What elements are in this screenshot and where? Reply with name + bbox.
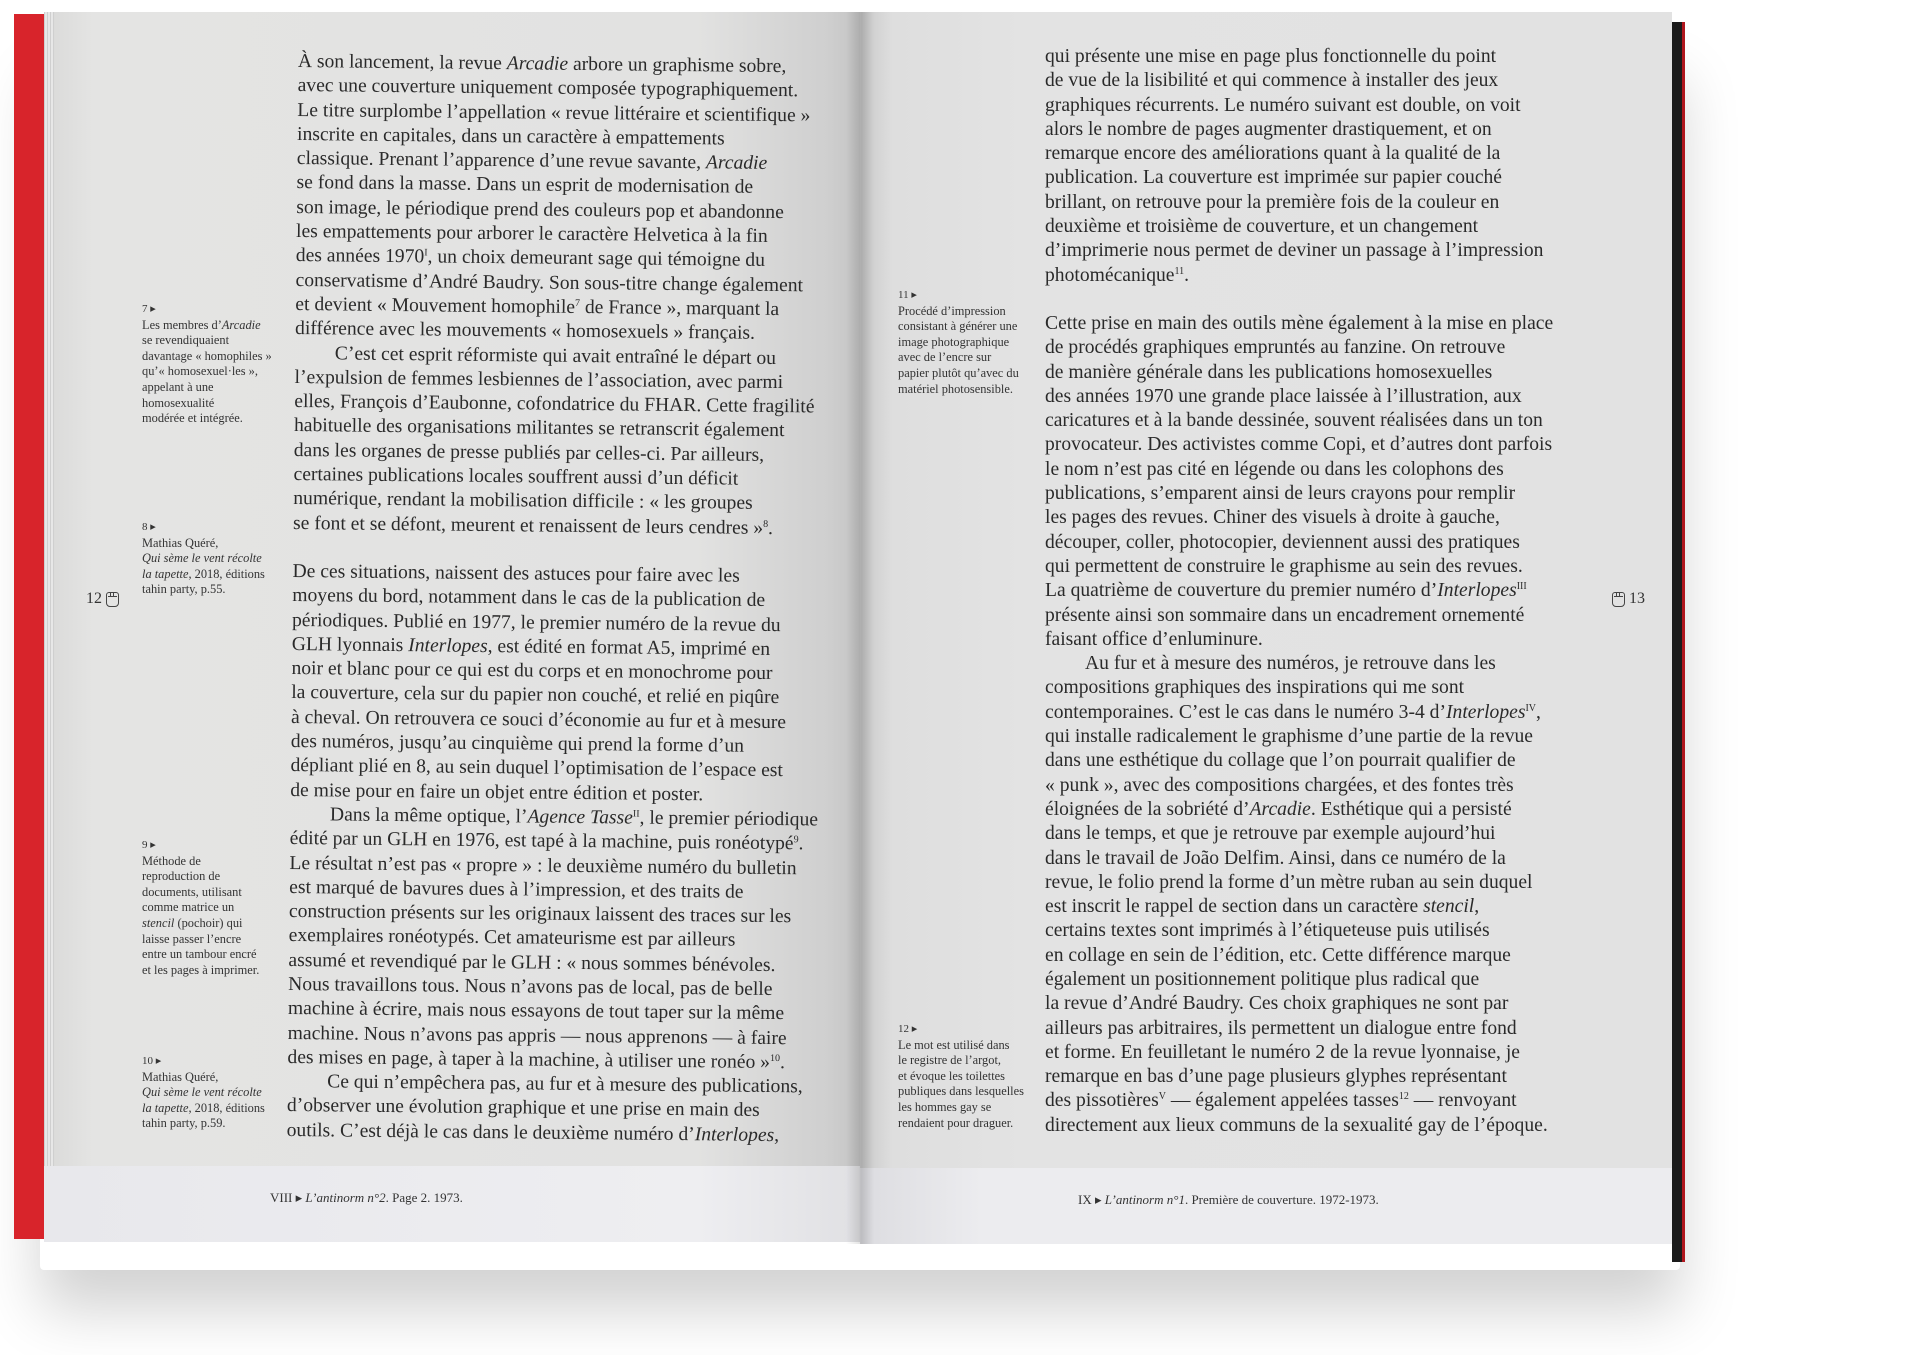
text-run: est marqué de bavures dues à l’impression, et des traits de [289,876,744,903]
text-run: Le résultat n’est pas « propre » : le deuxième numéro du bulletin [289,852,797,879]
text-line [1045,45,1553,69]
text-run: également un positionnement politique plus radical que [1045,968,1480,990]
text-run: les hommes gay se [898,1099,992,1114]
text-run: elles, François d’Eaubonne, cofondatrice du FHAR. Cette fragilité [294,391,815,418]
text-run: noir et blanc pour ce qui est du corps et en monochrome pour [291,658,773,685]
footnote-ref: 11 [1174,265,1185,277]
text-line [1045,1089,1553,1113]
text-run: . [779,1051,786,1074]
footnote-ref: 12 [1398,1091,1409,1103]
paragraph [293,342,823,542]
text-line [1045,992,1553,1016]
italic-title: Agence Tasse [527,806,634,829]
text-run: tahin party, p.59. [142,1116,226,1131]
italic-title: Qui sème le vent récolte [142,551,262,566]
note-line [142,1116,265,1132]
text-line [1045,166,1553,190]
book-fore-edge [1672,22,1685,1262]
paragraph [290,560,821,808]
text-run: son image, le périodique prend des couleurs pop et abandonne [296,196,784,223]
note-line [898,1038,1024,1054]
text-line [1045,652,1553,676]
text-run: qui installe radicalement le graphisme d’une partie de la revue [1045,726,1534,748]
text-run: des années 1970 une grande place laissée à l’illustration, aux [1045,385,1522,407]
text-line [1045,215,1553,239]
text-run: C’est cet esprit réformiste qui avait entraîné le départ ou [334,342,777,369]
right-body-text [1045,45,1553,1138]
text-run: publication. La couverture est imprimée sur papier couché [1045,167,1503,189]
text-line [1045,968,1553,992]
text-run: Ce qui n’empêchera pas, au fur et à mesure des publications, [327,1071,803,1098]
text-run: qu’« homosexuel·les », [142,364,258,379]
paragraph [1045,45,1553,288]
italic-title: Interlopes [1437,580,1517,602]
note-line [898,335,1019,351]
footnote-ref: I [424,247,428,259]
text-run: comme matrice un [142,900,235,915]
text-line [1045,774,1553,798]
text-run: des années 1970 [295,245,425,268]
note-line [898,366,1019,382]
text-line [1045,118,1553,142]
text-line [1045,94,1553,118]
margin-note-12 [898,1022,1024,1131]
text-line [1045,725,1553,749]
text-run: machine à écrire, mais nous essayons de tout taper sur la même [287,998,785,1025]
text-run: deuxième et troisième de couverture, et un changement [1045,216,1479,238]
text-run: , un choix demeurant sage qui témoigne du [427,246,766,272]
footnote-ref: IV [1525,702,1537,714]
text-run: les empattements pour arborer le caractère Helvetica à la fin [295,221,768,248]
text-run: édité par un GLH en 1976, est tapé à la machine, puis ronéotypé [289,828,794,855]
text-run: est inscrit le rappel de section dans un caractère [1045,896,1424,918]
text-line [1045,361,1553,385]
text-line [1045,239,1553,263]
text-run: des mises en page, à taper à la machine, à utiliser une ronéo » [287,1046,771,1073]
text-run: GLH lyonnais [291,633,409,657]
text-run: . Esthétique qui a persisté [1310,798,1512,820]
italic-title: Arcadie [705,152,768,175]
text-run: À son lancement, la revue [297,50,507,75]
text-run: à cheval. On retrouvera ce souci d’économie au fur et à mesure [290,706,787,733]
text-line [1045,482,1553,506]
italic-title: Arcadie [506,53,569,75]
note-line [142,1070,265,1086]
text-run: . [767,517,774,539]
text-run: laisse passer l’encre [142,931,242,946]
footnote-ref: 7 [575,297,581,309]
note-number: 10 ▸ [142,1055,162,1067]
note-line [898,382,1019,398]
note-line [142,916,259,932]
text-run: certaines publications locales souffrent aussi d’un déficit [293,464,739,490]
note-line [142,1085,265,1101]
text-line [1045,531,1553,555]
italic-title: la tapette [142,1100,189,1115]
text-line [1045,458,1553,482]
text-run: — également appelées tasses [1165,1090,1399,1112]
text-run: de mise pour en faire un objet entre édition et poster. [290,779,704,805]
note-line [142,536,265,552]
note-line [142,869,259,885]
text-run: avec une couverture uniquement composée typographiquement. [297,75,799,102]
text-run: davantage « homophiles » [142,348,272,363]
text-run: se font et se défont, meurent et renaissent de leurs cendres » [292,512,764,539]
raised-fist-icon [106,592,119,607]
note-line [142,1101,265,1117]
text-run: , le premier périodique [639,807,819,831]
note-number: 9 ▸ [142,839,156,851]
text-run: , 2018, éditions [188,566,265,581]
text-line [1045,1114,1553,1138]
text-run: présente ainsi son sommaire dans un encadrement ornementé [1045,604,1525,626]
text-run: publiques dans lesquelles [898,1084,1024,1099]
text-run: d’observer une évolution graphique et une prise en main des [286,1095,760,1122]
text-run: en collage en sein de l’édition, etc. Cette différence marque [1045,944,1511,966]
paragraph-gap [1045,288,1553,312]
text-line [287,1119,815,1149]
text-run: inscrite en capitales, dans un caractère à empattements [297,123,725,150]
text-run: des numéros, jusqu’au cinquième qui prend la forme d’un [290,730,745,757]
text-run: brillant, on retrouve pour la première fois de la couleur en [1045,191,1500,213]
text-run: , [1474,896,1480,918]
caption-title: L’antinorm n°1 [1104,1192,1185,1207]
text-run: graphiques récurrents. Le numéro suivant est double, on voit [1045,94,1521,116]
italic-title: Arcadie [221,317,261,332]
margin-note-9 [142,838,259,978]
text-run: et forme. En feuilletant le numéro 2 de la revue lyonnaise, je [1045,1041,1520,1063]
text-run: papier plutôt qu’avec du [898,365,1019,380]
note-line [898,1084,1024,1100]
text-line [1045,871,1553,895]
text-run: outils. C’est déjà le cas dans le deuxième numéro d’ [286,1119,695,1145]
text-run: Les membres d’ [142,317,222,332]
text-run: . [798,833,804,855]
italic-title: stencil [1423,896,1475,918]
text-run: Méthode de [142,853,201,868]
text-line [1045,69,1553,93]
text-run: la couverture, cela sur du papier non couché, et relié en piqûre [291,682,780,709]
text-run: avec de l’encre sur [898,350,992,365]
text-run: publications, s’emparent ainsi de leurs crayons pour remplir [1045,483,1516,505]
italic-title: Arcadie [1249,798,1311,820]
note-line [898,1053,1024,1069]
text-run: dépliant plié en 8, au sein duquel l’optimisation de l’espace est [290,755,784,782]
note-line [142,380,272,396]
paragraph [295,50,826,347]
text-line [1045,506,1553,530]
text-run: , [774,1124,780,1146]
text-run: assumé et revendiqué par le GLH : « nous sommes bénévoles. [288,949,776,976]
text-line [1045,628,1553,652]
text-line [1045,385,1553,409]
text-run: modérée et intégrée. [142,411,243,426]
figure-caption-ix [1078,1192,1379,1208]
text-run: qui présente une mise en page plus fonctionnelle du point [1045,46,1497,67]
text-run: d’imprimerie nous permet de deviner un passage à l’impression [1045,240,1544,262]
text-run: documents, utilisant [142,884,242,899]
text-run: De ces situations, naissent des astuces pour faire avec les [292,560,740,587]
text-line [1045,312,1553,336]
text-run: remarque en bas d’une page plusieurs glyphes représentant [1045,1066,1507,1088]
text-run: faisant office d’enluminure. [1045,628,1263,650]
text-run: « punk », avec des compositions chargées, et des fontes très [1045,774,1514,796]
text-line [1045,895,1553,919]
text-line [1045,847,1553,871]
italic-title: la tapette [142,566,189,581]
text-run: découper, coller, photocopier, deviennent aussi des pratiques [1045,531,1520,553]
text-run: appelant à une [142,379,214,394]
text-run: construction présents sur les originaux laissent des traces sur les [288,901,792,928]
italic-title: Interlopes [694,1123,775,1146]
text-run: classique. Prenant l’apparence d’une revue savante, [296,148,707,174]
text-run: Procédé d’impression [898,303,1006,318]
text-line [1045,749,1553,773]
text-run: habituelle des organisations militantes se retranscrit également [293,415,785,442]
text-run: numérique, rendant la mobilisation difficile : « les groupes [293,488,753,515]
page-number-left [86,590,119,608]
text-run: provocateur. Des activistes comme Copi, et d’autres dont parfois [1045,434,1553,456]
text-run: de procédés graphiques empruntés au fanzine. On retrouve [1045,337,1506,359]
caption-title: L’antinorm n°2 [305,1190,386,1205]
text-line [1045,1065,1553,1089]
text-run: ailleurs pas arbitraires, ils permettent un dialogue entre fond [1045,1017,1517,1039]
text-run: se fond dans la masse. Dans un esprit de modernisation de [296,172,754,199]
red-cover-edge [14,14,44,1239]
note-line [142,947,259,963]
text-run: matériel photosensible. [898,381,1013,396]
text-run: rendaient pour draguer. [898,1115,1014,1130]
text-run: périodiques. Publié en 1977, le premier numéro de la revue du [291,609,781,636]
paragraph [287,1070,816,1148]
text-run: Dans la même optique, l’ [329,804,528,828]
text-line [1045,919,1553,943]
text-run: — renvoyant [1408,1090,1517,1112]
note-line [142,333,272,349]
note-line [142,582,265,598]
footnote-ref: 8 [763,518,769,530]
text-run: la revue d’André Baudry. Ces choix graphiques ne sont par [1045,993,1509,1015]
text-run: qui permettent de construire le graphisme au sein des revues. [1045,555,1523,577]
text-run: Le titre surplombe l’appellation « revue littéraire et scientifique » [297,99,811,126]
note-line [142,885,259,901]
note-number: 11 ▸ [898,289,917,301]
text-run: contemporaines. C’est le cas dans le numéro 3-4 d’ [1045,701,1447,723]
note-line [142,567,265,583]
note-line [898,319,1019,335]
text-run: revue, le folio prend la forme d’un mètre ruban au sein duquel [1045,871,1533,893]
text-run: arbore un graphisme sobre, [567,53,787,78]
margin-note-10 [142,1054,265,1132]
text-run: image photographique [898,334,1010,349]
text-run: tahin party, p.55. [142,582,226,597]
text-run: conservatisme d’André Baudry. Son sous-titre change également [295,269,804,296]
text-run: éloignées de la sobriété d’ [1045,798,1250,820]
italic-title: Interlopes [1446,701,1526,723]
figure-caption-viii [270,1190,463,1206]
text-run: , est édité en format A5, imprimé en [487,635,771,660]
text-line [1045,142,1553,166]
note-number: 12 ▸ [898,1023,918,1035]
text-line [1045,433,1553,457]
text-run: Mathias Quéré, [142,535,219,550]
text-run: Cette prise en main des outils mène également à la mise en place [1045,312,1554,334]
margin-note-8 [142,520,265,598]
text-run: photomécanique [1045,264,1175,286]
text-run: les pages des revues. Chiner des visuels à droite à gauche, [1045,507,1500,529]
text-line [1045,944,1553,968]
text-run: dans le travail de João Delfim. Ainsi, dans ce numéro de la [1045,847,1506,869]
text-line [1045,555,1553,579]
text-line [1045,822,1553,846]
text-run: homosexualité [142,395,215,410]
note-number: 8 ▸ [142,521,156,533]
text-line [1045,798,1553,822]
text-run: le registre de l’argot, [898,1053,1001,1068]
caption-number: IX ▸ [1078,1192,1105,1207]
text-run: Mathias Quéré, [142,1069,219,1084]
paragraph [1045,652,1553,1138]
text-run: certains textes sont imprimés à l’étiqueteuse puis utilisés [1045,920,1490,942]
text-line [1045,1041,1553,1065]
folio-number: 13 [1629,590,1645,607]
text-line [1045,336,1553,360]
text-run: différence avec les mouvements « homosexuels » français. [294,318,756,345]
right-page [860,12,1672,1244]
text-line [1045,409,1553,433]
folio-number: 12 [86,590,102,607]
text-line [1045,264,1553,288]
raised-fist-icon [1612,592,1625,607]
footnote-ref: III [1516,581,1527,593]
text-run: Au fur et à mesure des numéros, je retrouve dans les [1085,653,1496,675]
note-line [142,318,272,334]
note-line [142,349,272,365]
note-line [142,411,272,427]
text-run: des pissotières [1045,1090,1159,1112]
paragraph [287,803,818,1076]
note-line [142,854,259,870]
note-line [142,900,259,916]
text-run: entre un tambour encré [142,947,257,962]
text-run: La quatrième de couverture du premier numéro d’ [1045,580,1438,602]
text-run: de France », marquant la [579,296,780,321]
left-page [44,12,860,1242]
note-line [898,1116,1024,1132]
left-body-text [287,50,826,1149]
text-line [1045,604,1553,628]
italic-title: Qui sème le vent récolte [142,1085,262,1100]
footnote-ref: II [632,808,640,820]
text-run: remarque encore des améliorations quant à la qualité de la [1045,143,1501,165]
text-run: et les pages à imprimer. [142,962,260,977]
footnote-ref: 9 [793,834,799,846]
note-line [142,963,259,979]
caption-rest: . Page 2. 1973. [385,1190,463,1205]
text-run: , [1536,701,1541,723]
text-run: , 2018, éditions [188,1100,265,1115]
note-number: 7 ▸ [142,303,156,315]
text-run: directement aux lieux communs de la sexualité gay de l’époque. [1045,1114,1548,1136]
footnote-ref: 10 [770,1052,781,1064]
text-line [1045,191,1553,215]
text-run: et devient « Mouvement homophile [295,293,576,318]
text-run: caricatures et à la bande dessinée, souvent réalisées dans un ton [1045,410,1543,432]
page-edges [44,12,54,1242]
text-run: l’expulsion de femmes lesbiennes de l’association, avec parmi [294,366,784,393]
margin-note-7 [142,302,272,427]
text-run: reproduction de [142,869,221,884]
text-run: et évoque les toilettes [898,1068,1006,1083]
text-run: consistant à générer une [898,319,1018,334]
text-run: compositions graphiques des inspirations qui me sont [1045,677,1465,699]
note-line [142,932,259,948]
book-gutter [846,12,874,1244]
page-number-right [1612,590,1645,608]
text-line [1045,701,1553,725]
text-run: se revendiquaient [142,333,230,348]
text-run: machine. Nous n’avons pas appris — nous apprenons — à faire [287,1022,787,1049]
italic-title: Interlopes [408,635,488,657]
text-run: Le mot est utilisé dans [898,1037,1010,1052]
footnote-ref: V [1158,1091,1166,1103]
text-run: alors le nombre de pages augmenter drastiquement, et on [1045,118,1492,140]
text-run: de manière générale dans les publications homosexuelles [1045,361,1493,383]
text-run: exemplaires ronéotypés. Cet amateurisme est par ailleurs [288,925,736,952]
text-run: dans les organes de presse publiés par celles-ci. Par ailleurs, [293,439,765,466]
note-line [898,304,1019,320]
text-line [1045,579,1553,603]
caption-rest: . Première de couverture. 1972-1973. [1184,1192,1379,1207]
text-run: Nous travaillons tous. Nous n’avons pas de local, pas de belle [288,973,773,1001]
note-line [142,364,272,380]
text-run: moyens du bord, notamment dans le cas de la publication de [292,585,766,612]
text-line [1045,1017,1553,1041]
note-line [898,1100,1024,1116]
paragraph [1045,312,1553,652]
note-line [142,551,265,567]
text-line [1045,676,1553,700]
text-run: de vue de la lisibilité et qui commence à installer des jeux [1045,70,1499,92]
note-line [898,1069,1024,1085]
note-line [898,350,1019,366]
text-run: dans le temps, et que je retrouve par exemple aujourd’hui [1045,823,1496,845]
text-run: (pochoir) qui [174,915,243,930]
text-run: le nom n’est pas cité en légende ou dans les colophons des [1045,458,1504,480]
text-run: dans une esthétique du collage que l’on pourrait qualifier de [1045,750,1516,772]
text-run: . [1184,264,1190,286]
margin-note-11 [898,288,1019,397]
caption-number: VIII ▸ [270,1190,306,1205]
note-line [142,396,272,412]
italic-title: stencil [142,915,175,930]
